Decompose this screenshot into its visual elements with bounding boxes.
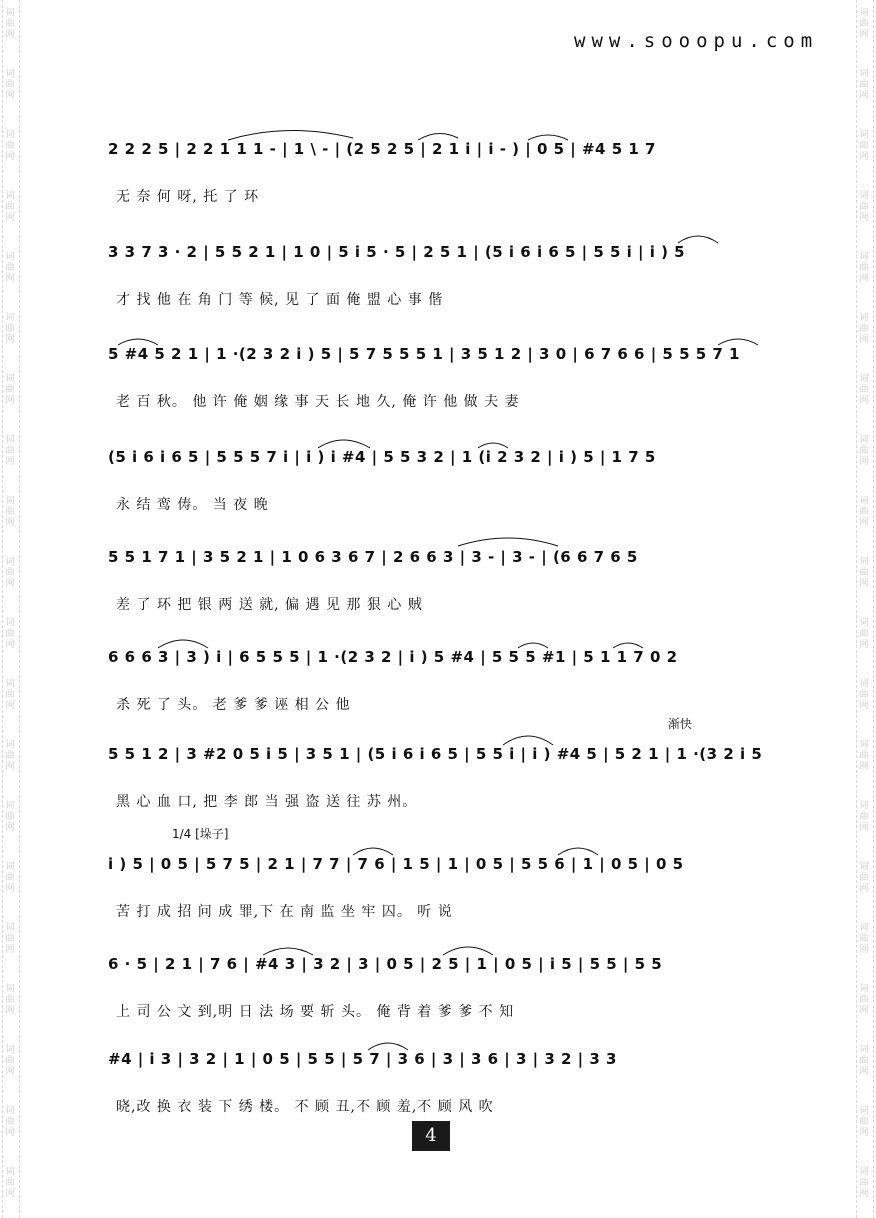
slur-marks: [108, 225, 780, 245]
notation-line: 5 5 1 7 1 | 3 5 2 1 | 1 0 6 3 6 7 | 2 6 6 3 | 3 - | 3 - | (6 6 7 6 5: [108, 548, 638, 566]
watermark-glyphs: 词 曲 网: [5, 1167, 15, 1199]
meter-marking: 1/4 [垛子]: [172, 827, 229, 841]
watermark-glyphs: 词 曲 网: [859, 8, 869, 40]
watermark-glyphs: 词 曲 网: [5, 618, 15, 650]
watermark-glyphs: 词 曲 网: [859, 1045, 869, 1077]
watermark-glyphs: 词 曲 网: [5, 374, 15, 406]
watermark-glyphs: 词 曲 网: [5, 862, 15, 894]
watermark-glyphs: 词 曲 网: [859, 1167, 869, 1199]
lyric-line: 晓,改 换 衣 装 下 绣 楼。 不 顾 丑,不 顾 羞,不 顾 风 吹: [116, 1099, 494, 1115]
watermark-glyphs: 词 曲 网: [5, 130, 15, 162]
notation-line: 2 2 2 5 | 2 2 1 1 1 - | 1 \ - | (2 5 2 5 | 2 1 i | i - ) | 0 5 | #4 5 1 7: [108, 140, 656, 158]
watermark-glyphs: 词 曲 网: [859, 679, 869, 711]
watermark-glyphs: 词 曲 网: [5, 435, 15, 467]
watermark-glyphs: 词 曲 网: [5, 8, 15, 40]
tempo-marking: 渐快: [668, 717, 693, 731]
watermark-glyphs: 词 曲 网: [859, 801, 869, 833]
notation-line: 3 3 7 3 · 2 | 5 5 2 1 | 1 0 | 5 i 5 · 5 | 2 5 1 | (5 i 6 i 6 5 | 5 5 i | i ) 5: [108, 243, 686, 261]
notation-line: 6 6 6 3 | 3 ) i | 6 5 5 5 | 1 ·(2 3 2 | i ) 5 #4 | 5 5 5 #1 | 5 1 1 7 0 2: [108, 648, 678, 666]
notation-line: #4 | i 3 | 3 2 | 1 | 0 5 | 5 5 | 5 7 | 3 6 | 3 | 3 6 | 3 | 3 2 | 3 3: [108, 1050, 617, 1068]
slur-marks: [108, 327, 780, 347]
watermark-glyphs: 词 曲 网: [859, 557, 869, 589]
watermark-glyphs: 词 曲 网: [5, 557, 15, 589]
watermark-glyphs: 词 曲 网: [859, 435, 869, 467]
slur-marks: [108, 430, 780, 450]
watermark-glyphs: 词 曲 网: [859, 252, 869, 284]
watermark-glyphs: 词 曲 网: [859, 740, 869, 772]
watermark-glyphs: 词 曲 网: [5, 923, 15, 955]
slur-marks: [108, 837, 780, 857]
watermark-glyphs: 词 曲 网: [859, 130, 869, 162]
page-number: 4: [412, 1121, 450, 1151]
slur-marks: [108, 122, 780, 142]
slur-marks: [108, 630, 780, 650]
watermark-glyphs: 词 曲 网: [859, 984, 869, 1016]
watermark-glyphs: 词 曲 网: [5, 740, 15, 772]
notation-line: 5 #4 5 2 1 | 1 ·(2 3 2 i ) 5 | 5 7 5 5 5 1 | 3 5 1 2 | 3 0 | 6 7 6 6 | 5 5 5 7 1: [108, 345, 740, 363]
watermark-glyphs: 词 曲 网: [859, 862, 869, 894]
left-margin-strip: [2, 0, 20, 1218]
site-url: www.sooopu.com: [574, 30, 819, 52]
watermark-glyphs: 词 曲 网: [859, 496, 869, 528]
watermark-glyphs: 词 曲 网: [859, 1106, 869, 1138]
lyric-line: 杀 死 了 头。 老 爹 爹 诬 相 公 他: [116, 697, 351, 713]
watermark-glyphs: 词 曲 网: [859, 374, 869, 406]
slur-marks: [108, 1032, 780, 1052]
lyric-line: 才 找 他 在 角 门 等 候, 见 了 面 俺 盟 心 事 偕: [116, 292, 444, 308]
lyric-line: 无 奈 何 呀, 托 了 环: [116, 189, 260, 205]
watermark-glyphs: 词 曲 网: [5, 801, 15, 833]
notation-line: 6 · 5 | 2 1 | 7 6 | #4 3 | 3 2 | 3 | 0 5 | 2 5 | 1 | 0 5 | i 5 | 5 5 | 5 5: [108, 955, 663, 973]
watermark-glyphs: 词 曲 网: [5, 191, 15, 223]
lyric-line: 永 结 鸾 俦。 当 夜 晚: [116, 497, 269, 513]
notation-line: (5 i 6 i 6 5 | 5 5 5 7 i | i ) i #4 | 5 5 3 2 | 1 (i 2 3 2 | i ) 5 | 1 7 5: [108, 448, 656, 466]
slur-marks: [108, 530, 780, 550]
watermark-glyphs: 词 曲 网: [859, 69, 869, 101]
watermark-glyphs: 词 曲 网: [859, 313, 869, 345]
watermark-glyphs: 词 曲 网: [5, 69, 15, 101]
watermark-glyphs: 词 曲 网: [859, 618, 869, 650]
slur-marks: [108, 937, 780, 957]
watermark-glyphs: 词 曲 网: [859, 923, 869, 955]
watermark-glyphs: 词 曲 网: [5, 313, 15, 345]
notation-line: i ) 5 | 0 5 | 5 7 5 | 2 1 | 7 7 | 7 6 | 1 5 | 1 | 0 5 | 5 5 6 | 1 | 0 5 | 0 5: [108, 855, 684, 873]
watermark-glyphs: 词 曲 网: [859, 191, 869, 223]
lyric-line: 老 百 秋。 他 许 俺 姻 缘 事 天 长 地 久, 俺 许 他 做 夫 妻: [116, 394, 520, 410]
lyric-line: 苦 打 成 招 问 成 罪,下 在 南 监 坐 牢 囚。 听 说: [116, 904, 453, 920]
watermark-glyphs: 词 曲 网: [5, 984, 15, 1016]
watermark-glyphs: 词 曲 网: [5, 1106, 15, 1138]
right-margin-strip: [856, 0, 874, 1218]
watermark-glyphs: 词 曲 网: [5, 252, 15, 284]
lyric-line: 黑 心 血 口, 把 李 郎 当 强 盗 送 往 苏 州。: [116, 794, 418, 810]
watermark-glyphs: 词 曲 网: [5, 496, 15, 528]
lyric-line: 差 了 环 把 银 两 送 就, 偏 遇 见 那 狠 心 贼: [116, 597, 423, 613]
notation-line: 5 5 1 2 | 3 #2 0 5 i 5 | 3 5 1 | (5 i 6 i 6 5 | 5 5 i | i ) #4 5 | 5 2 1 | 1 ·(3 2 i 5: [108, 745, 763, 763]
watermark-glyphs: 词 曲 网: [5, 1045, 15, 1077]
watermark-glyphs: 词 曲 网: [5, 679, 15, 711]
lyric-line: 上 司 公 文 到,明 日 法 场 要 斩 头。 俺 背 着 爹 爹 不 知: [116, 1004, 515, 1020]
